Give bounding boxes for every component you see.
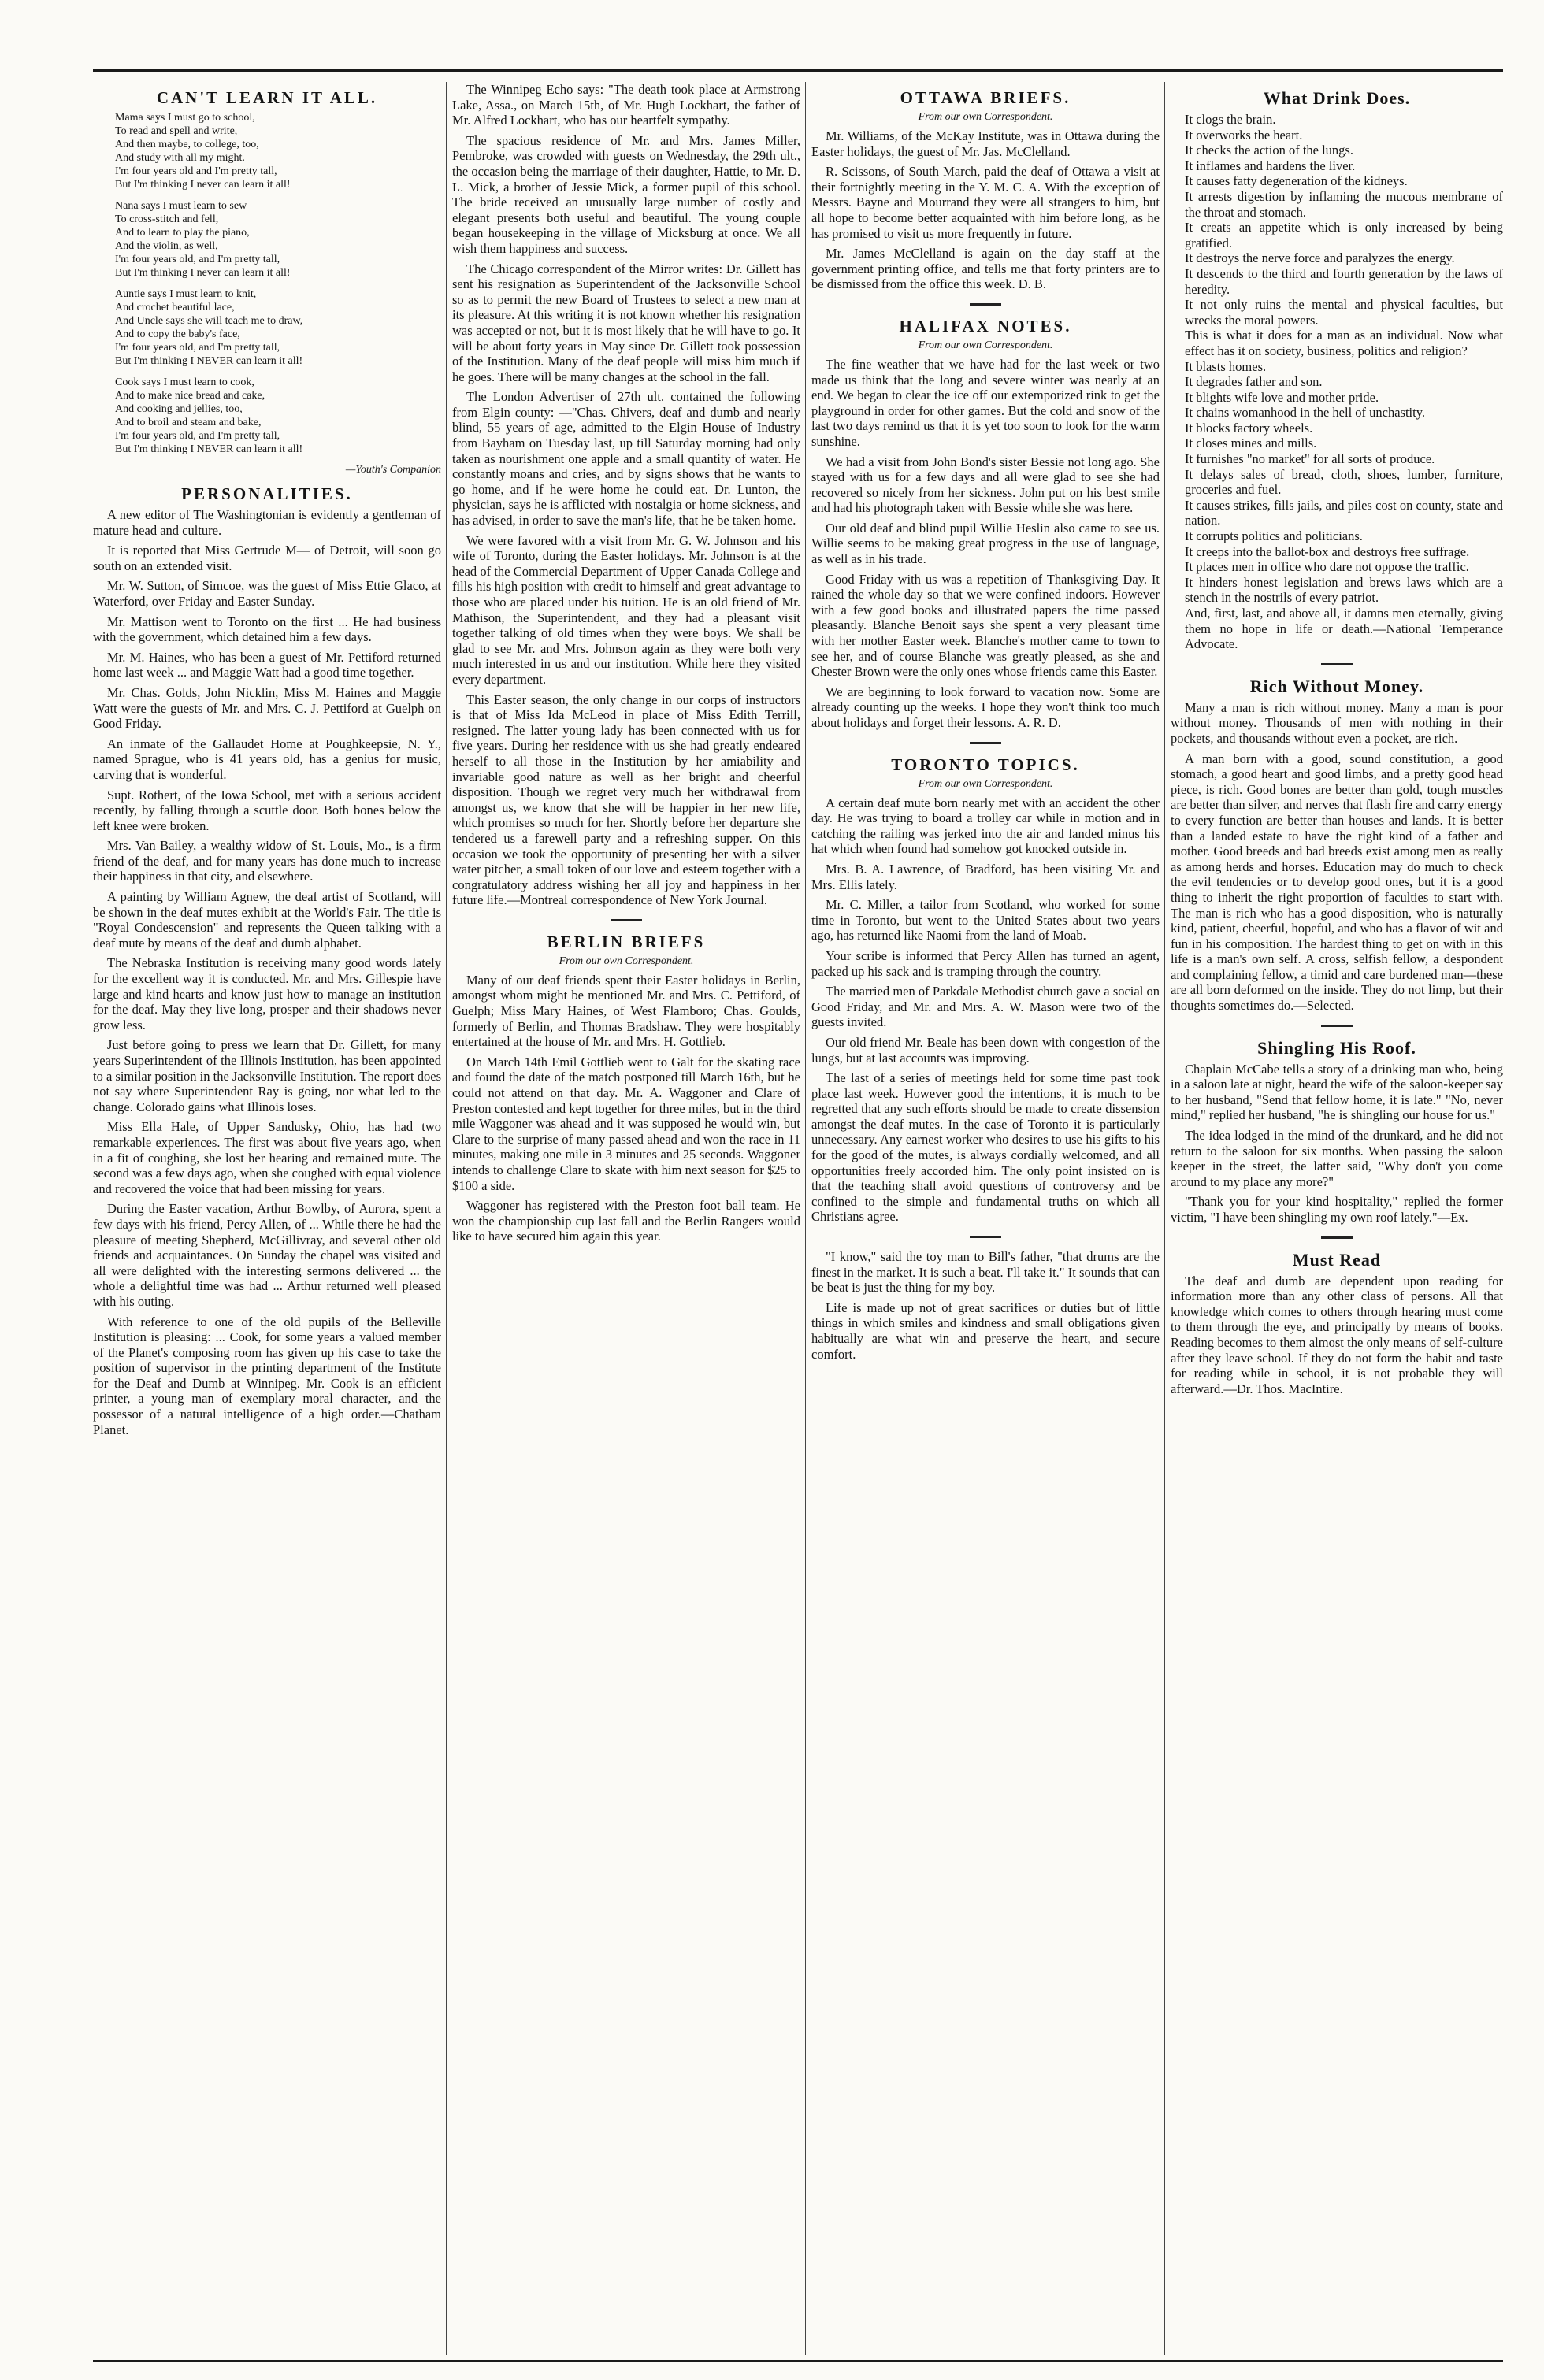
poem-line: And to make nice bread and cake,: [115, 390, 265, 402]
list-item: It degrades father and son.: [1185, 374, 1323, 390]
article-paragraph: Just before going to press we learn that Dr. Gillett, for many years Superintendent of the Illinois Institution, has been appointed to a similar position in the Jacksonville Institution. The report does not say where Superintendent Ray is going, nor what led to the change. Colorado gains what Illinois loses.: [93, 1037, 441, 1114]
poem-line: And cooking and jellies, too,: [115, 403, 243, 415]
section-heading-halifax: HALIFAX NOTES.: [899, 316, 1072, 335]
poem: [93, 111, 441, 456]
article-paragraph: An inmate of the Gallaudet Home at Poughkeepsie, N. Y., named Sprague, who is 41 years old, has a genius for music, carving that is wonderful.: [93, 736, 441, 782]
list-item: This is what it does for a man as an individual. Now what effect has it on society, business, politics and religion?: [1185, 328, 1503, 358]
article-paragraph: Our old deaf and blind pupil Willie Heslin also came to see us. Willie seems to be making great progress in the use of language, as well as in his trade.: [811, 520, 1160, 567]
column-rule: [1164, 82, 1165, 2355]
list-item: It causes strikes, fills jails, and piles cost on county, state and nation.: [1185, 497, 1503, 528]
ottawa-body: [811, 128, 1160, 292]
drink-list: [1171, 112, 1503, 652]
byline: From our own Correspondent.: [918, 339, 1053, 351]
article-paragraph: Supt. Rothert, of the Iowa School, met with a serious accident recently, by falling through a scuttle door. Both bones below the left knee were broken.: [93, 787, 441, 833]
article-paragraph: During the Easter vacation, Arthur Bowlby, of Aurora, spent a few days with his friend, Percy Allen, of ... While there he had the pleasure of meeting Shepherd, McGillivray, and several other old friends and acquaintances. On Sunday the chapel was visited and all were delighted with the interesting sermons delivered ... the whole a delightful time was had ... Arthur returned well pleased with his outing.: [93, 1201, 441, 1309]
poem-line: But I'm thinking I NEVER can learn it all!: [115, 443, 303, 455]
toronto-body: [811, 795, 1160, 1225]
list-item: It hinders honest legislation and brews laws which are a stench in the nostrils of every patriot.: [1185, 574, 1503, 606]
list-item: It destroys the nerve force and paralyzes the energy.: [1185, 250, 1455, 266]
column-2: [452, 82, 800, 2355]
column-2-body: [452, 82, 800, 908]
separator: [611, 919, 642, 921]
article-paragraph: This Easter season, the only change in our corps of instructors is that of Miss Ida McLeod in place of Miss Edith Terrill, resigned. The latter young lady has been connected with us for five years. During her residence with us she had greatly endeared herself to all those in the Institution by her amiability and invariable good nature as well as her bright and cheerful disposition. Though we regret very much her withdrawal from amongst us, we know that she will be happier in her new life, which promises so much for her. Shortly before her departure she tendered us a farewell party and a refreshing supper. On this occasion we took the opportunity of presenting her with a silver water pitcher, a small token of our love and esteem together with a congratulatory address wishing her all joy and happiness in her future life.—Montreal correspondence of New York Journal.: [452, 691, 800, 908]
section-heading-berlin: BERLIN BRIEFS: [547, 932, 706, 951]
article-paragraph: Mrs. B. A. Lawrence, of Bradford, has been visiting Mr. and Mrs. Ellis lately.: [811, 861, 1160, 892]
section-heading-must-read: Must Read: [1292, 1249, 1382, 1270]
article-paragraph: A painting by William Agnew, the deaf artist of Scotland, will be shown in the deaf mutes exhibit at the World's Fair. The title is "Royal Condescension" and represents the Queen talking with a deaf mute by means of the deaf and dumb alphabet.: [93, 889, 441, 951]
list-item: It creats an appetite which is only increased by being gratified.: [1185, 220, 1503, 250]
list-item: It causes fatty degeneration of the kidneys.: [1185, 173, 1408, 189]
section-heading-roof: Shingling His Roof.: [1257, 1037, 1416, 1058]
byline: From our own Correspondent.: [918, 777, 1053, 790]
article-paragraph: The Nebraska Institution is receiving many good words lately for the excellent way it is conducted. Mr. and Mrs. Gillespie have large and kind hearts and know just how to manage an institution for the deaf. May they live long, prosper and their shadows never grow less.: [93, 955, 441, 1032]
poem-source: —Youth's Companion: [345, 464, 441, 476]
poem-line: And then maybe, to college, too,: [115, 139, 259, 150]
article-paragraph: Mr. Mattison went to Toronto on the first ... He had business with the government, which detained him a few days.: [93, 614, 441, 645]
list-item: It not only ruins the mental and physical faculties, but wrecks the moral powers.: [1185, 297, 1503, 328]
poem-line: And study with all my might.: [115, 152, 245, 164]
poem-line: And to learn to play the piano,: [115, 227, 250, 239]
list-item: It blasts homes.: [1185, 358, 1267, 374]
separator: [970, 742, 1001, 744]
section-heading-rich: Rich Without Money.: [1249, 676, 1424, 696]
article-paragraph: Mrs. Van Bailey, a wealthy widow of St. Louis, Mo., is a firm friend of the deaf, and for many years has done much to increase their happiness in that city, and elsewhere.: [93, 838, 441, 884]
article-paragraph: The Chicago correspondent of the Mirror writes: Dr. Gillett has sent his resignation as Superintendent of the Jacksonville School so as to permit the new Board of Trustees to select a new man at its pleasure. At this writing it is not known whether his resignation was accepted or not, but it is most likely that he will have to go. It will be about forty years in May since Dr. Gillett took possession of the Institution. Many of the deaf people will miss him much if he goes. There will be many changes at the school in the fall.: [452, 261, 800, 384]
list-item: It arrests digestion by inflaming the mucous membrane of the throat and stomach.: [1185, 188, 1503, 220]
article-paragraph: "I know," said the toy man to Bill's father, "that drums are the finest in the market. It is such a beat. I'll take it." It sounds that can be beat is just the thing for my boy.: [811, 1249, 1160, 1296]
article-paragraph: The last of a series of meetings held for some time past took place last week. However good the intentions, it is much to be regretted that any such efforts should be made to create dissension amongst the deaf mutes. In the case of Toronto it is particularly unnecessary. Any earnest worker who desires to use his gifts to his for the good of the mutes, is always cordially welcomed, and all opportunities freely accorded him. The only point insisted on is that the teaching shall avoid questions of controversy and be confined to the simple and fundamental truths on which all Christians agree.: [811, 1070, 1160, 1225]
article-paragraph: Many a man is rich without money. Many a man is poor without money. Thousands of men with nothing in their pockets, and thousands without even a pocket, are rich.: [1171, 699, 1503, 746]
article-paragraph: Mr. W. Sutton, of Simcoe, was the guest of Miss Ettie Glaco, at Waterford, over Friday and Easter Sunday.: [93, 578, 441, 609]
poem-line: And the violin, as well,: [115, 240, 218, 252]
column-3-tail: [811, 1249, 1160, 1362]
list-item: It descends to the third and fourth generation by the laws of heredity.: [1185, 265, 1503, 297]
article-paragraph: Good Friday with us was a repetition of Thanksgiving Day. It rained the whole day so that we were confined indoors. However with a few good books and illustrated papers the time passed pleasantly. Blanche Benoit says she spent a very pleasant time with her mother Easter week. Blanche's mother came to town to see her, and of course Blanche was greatly pleased, as she and Chester Brown were the only ones whose friends came this Easter.: [811, 571, 1160, 680]
article-paragraph: The idea lodged in the mind of the drunkard, and he did not return to the saloon for six months. When passing the saloon keeper in the street, the latter said, "Why don't you come around to my place any more?": [1171, 1128, 1503, 1189]
column-4: [1171, 82, 1503, 2355]
list-item: And, first, last, and above all, it damns men eternally, giving them no hope in life or death.—National Temperance Advocate.: [1185, 606, 1503, 652]
poem-line: And to broil and steam and bake,: [115, 417, 262, 428]
poem-line: And Uncle says she will teach me to draw,: [115, 315, 303, 327]
article-paragraph: A man born with a good, sound constitution, a good stomach, a good heart and good limbs, and a pretty good head piece, is rich. Good bones are better than gold, tough muscles are better than silver, and nerves that flash fire and carry energy to every function are better than houses and lands. It is better than a landed estate to have the right kind of a father and mother. Good breeds and bad breeds exist among men as really as among herds and horses. Education may do much to check the evil tendencies or to develop good ones, but it is a good thing to inherit the right proportion of faculties to start with. The man is rich who has a good disposition, who is naturally kind, patient, cheerful, hopeful, and who has a flavor of wit and fun in his composition. The hardest thing to get on with in this life is a man's own self. A cross, selfish fellow, a despondent and complaining fellow, a timid and care burdened man—these are all born deformed on the inside. They do not limp, but their thoughts sometimes do.—Selected.: [1171, 751, 1503, 1014]
article-paragraph: The spacious residence of Mr. and Mrs. James Miller, Pembroke, was crowded with guests on Wednesday, the 29th ult., the occasion being the marriage of their daughter, Hattie, to Mr. D. L. Mick, a brother of Jessie Mick, a former pupil of this school. The bride received an unusually large number of costly and elegant presents both useful and beautiful. The young couple began housekeeping in the village of Micksburg at once. We all wish them happiness and success.: [452, 132, 800, 256]
separator: [970, 1236, 1001, 1238]
poem-line: I'm four years old and I'm pretty tall,: [115, 165, 277, 177]
poem-line: I'm four years old, and I'm pretty tall,: [115, 342, 280, 354]
rich-body: [1171, 700, 1503, 1014]
column-rule: [446, 82, 447, 2355]
article-paragraph: Mr. Chas. Golds, John Nicklin, Miss M. Haines and Maggie Watt were the guests of Mr. and Mrs. C. J. Pettiford at Guelph on Good Friday.: [93, 684, 441, 732]
article-paragraph: The deaf and dumb are dependent upon reading for information more than any other class of persons. All that knowledge which comes to others through hearing must come to them through the eye, and principally by means of books. Reading becomes to them almost the only means of self-culture after they leave school. If they do not form the habit and taste for reading while in school, it is not probable they will afterward.—Dr. Thos. MacIntire.: [1171, 1273, 1503, 1396]
article-paragraph: "Thank you for your kind hospitality," replied the former victim, "I have been shingling my own roof lately."—Ex.: [1171, 1194, 1503, 1225]
must-read-body: [1171, 1273, 1503, 1397]
top-rule: [93, 69, 1503, 72]
list-item: It corrupts politics and politicians.: [1185, 528, 1363, 544]
article-paragraph: R. Scissons, of South March, paid the deaf of Ottawa a visit at their fortnightly meeting in the Y. M. C. A. With the exception of Messrs. Bayne and Mourrand they were all strangers to him, but all hope to become better acquainted with him before long, as he has promised to visit us more frequently in future.: [811, 164, 1160, 241]
list-item: It places men in office who dare not oppose the traffic.: [1185, 559, 1469, 575]
poem-line: To read and spell and write,: [115, 125, 238, 137]
poem-line: And to copy the baby's face,: [115, 328, 240, 340]
byline: From our own Correspondent.: [918, 111, 1053, 123]
poem-line: Auntie says I must learn to knit,: [115, 288, 257, 300]
poem-line: But I'm thinking I never can learn it all!: [115, 267, 291, 279]
poem-line: Cook says I must learn to cook,: [115, 376, 254, 388]
list-item: It blights wife love and mother pride.: [1185, 389, 1379, 405]
list-item: It clogs the brain.: [1185, 112, 1276, 127]
article-paragraph: We had a visit from John Bond's sister Bessie not long ago. She stayed with us for a few days and all were glad to see she had recovered so nicely from her sickness. John put on his best smile and had his photograph taken with Bessie while she was here.: [811, 454, 1160, 516]
column-rule: [805, 82, 806, 2355]
list-item: It furnishes "no market" for all sorts of produce.: [1185, 451, 1435, 467]
list-item: It chains womanhood in the hell of unchastity.: [1185, 405, 1426, 421]
article-paragraph: We are beginning to look forward to vacation now. Some are already counting up the weeks. I hope they won't think too much about holidays and forget their lessons. A. R. D.: [811, 684, 1160, 730]
poem-line: Mama says I must go to school,: [115, 112, 255, 124]
article-paragraph: With reference to one of the old pupils of the Belleville Institution is pleasing: ... Cook, for some years a valued member of the Planet's composing room has given up his case to take the position of supervisor in the printing department of the Institute for the Deaf and Dumb at Winnipeg. Mr. Cook is an efficient printer, a young man of exemplary moral character, and the possessor of a natural intelligence of a high order.—Chatham Planet.: [93, 1314, 441, 1437]
poem-line: I'm four years old, and I'm pretty tall,: [115, 254, 280, 265]
poem-line: Nana says I must learn to sew: [115, 200, 247, 212]
article-paragraph: The married men of Parkdale Methodist church gave a social on Good Friday, and Mr. and Mrs. A. W. Mason were two of the guests invited.: [811, 984, 1160, 1030]
article-paragraph: The Winnipeg Echo says: "The death took place at Armstrong Lake, Assa., on March 15th, of Mr. Hugh Lockhart, the father of Mr. Alfred Lockhart, who has our heartfelt sympathy.: [452, 82, 800, 128]
list-item: It overworks the heart.: [1185, 127, 1303, 143]
article-paragraph: Mr. Williams, of the McKay Institute, was in Ottawa during the Easter holidays, the guest of Mr. Jas. McClelland.: [811, 128, 1160, 159]
separator: [970, 303, 1001, 306]
byline: From our own Correspondent.: [559, 955, 694, 967]
section-heading-ottawa: OTTAWA BRIEFS.: [900, 88, 1071, 107]
poem-line: But I'm thinking I never can learn it all!: [115, 179, 291, 191]
article-paragraph: Many of our deaf friends spent their Easter holidays in Berlin, amongst whom might be mentioned Mr. and Mrs. C. Pettiford, of Guelph; Miss Mary Haines, of West Flamboro; Chas. Goulds, formerly of Berlin, and Thomas Bradshaw. They were hospitably entertained at the house of Mr. and Mrs. H. Gottlieb.: [452, 972, 800, 1050]
poem-line: But I'm thinking I NEVER can learn it all!: [115, 355, 303, 367]
article-paragraph: Mr. M. Haines, who has been a guest of Mr. Pettiford returned home last week ... and Maggie Watt had a good time together.: [93, 649, 441, 680]
section-heading-toronto: TORONTO TOPICS.: [891, 754, 1080, 774]
article-paragraph: A certain deaf mute born nearly met with an accident the other day. He was trying to board a trolley car while in motion and in catching the railing was jerked into the air and landed minus his hat which when found had somehow got knocked outside in.: [811, 795, 1160, 857]
article-paragraph: Life is made up not of great sacrifices or duties but of little things in which smiles and kindness and small obligations given habitually are what win and preserve the heart, and secure comfort.: [811, 1299, 1160, 1362]
separator: [1321, 663, 1353, 665]
article-paragraph: It is reported that Miss Gertrude M— of Detroit, will soon go south on an extended visit.: [93, 543, 441, 573]
column-1: [93, 82, 441, 2355]
article-paragraph: Our old friend Mr. Beale has been down with congestion of the lungs, but at last accounts was improving.: [811, 1034, 1160, 1066]
section-heading-personalities: PERSONALITIES.: [181, 484, 353, 503]
article-paragraph: A new editor of The Washingtonian is evidently a gentleman of mature head and culture.: [93, 507, 441, 538]
article-paragraph: We were favored with a visit from Mr. G. W. Johnson and his wife of Toronto, during the Easter holidays. Mr. Johnson is at the head of the Commercial Department of Upper Canada College and fills his high position with credit to himself and great advantage to those who are placed under his tuition. He is an old friend of Mr. Mathison, the Superintendent, and they had a pleasant visit together talking of old times when they were boys. We shall be glad to see Mr. and Mrs. Johnson again as they were both very much interested in us and our institution. While here they visited every department.: [452, 532, 800, 687]
article-paragraph: Mr. James McClelland is again on the day staff at the government printing office, and tells me that forty printers are to be dismissed from the office this week. D. B.: [811, 246, 1160, 292]
column-3: [811, 82, 1160, 2355]
article-paragraph: Chaplain McCabe tells a story of a drinking man who, being in a saloon late at night, heard the wife of the saloon-keeper say to her husband, "Send that fellow home, it is late." "No, never mind," replied her husband, "he is shingling our house for us.": [1171, 1061, 1503, 1123]
roof-body: [1171, 1062, 1503, 1225]
list-item: It inflames and hardens the liver.: [1185, 158, 1356, 173]
poem-line: And crochet beautiful lace,: [115, 302, 235, 313]
section-heading-drink: What Drink Does.: [1263, 88, 1411, 108]
separator: [1321, 1236, 1353, 1239]
article-paragraph: The fine weather that we have had for the last week or two made us think that the long and severe winter was nearly at an end. We began to clear the ice off our extemporized rink to get the playground in order for other games. But the cold and snow of the last two days remind us that it is yet too soon to look for the warm sunshine.: [811, 356, 1160, 449]
poem-line: To cross-stitch and fell,: [115, 213, 219, 225]
article-paragraph: On March 14th Emil Gottlieb went to Galt for the skating race and found the date of the match postponed till March 16th, but he could not attend on that day. Mr. A. Waggoner and Clare of Preston contested and kept together for three miles, but in the third mile Waggoner was ahead and it was supposed he would win, but Clare to the surprise of many passed ahead and won the race in 11 minutes, making one mile in 3 minutes and 25 seconds. Waggoner intends to challenge Clare to skate with him next season for $25 to $100 a side.: [452, 1054, 800, 1193]
bottom-rule: [93, 2360, 1503, 2362]
article-paragraph: Mr. C. Miller, a tailor from Scotland, who worked for some time in Toronto, but went to the United States about two years ago, has returned like Naomi from the land of Moab.: [811, 897, 1160, 943]
article-paragraph: Waggoner has registered with the Preston foot ball team. He won the championship cup last fall and the Berlin Rangers would like to have secured him again this year.: [452, 1198, 800, 1244]
list-item: It blocks factory wheels.: [1185, 420, 1313, 436]
list-item: It creeps into the ballot-box and destroys free suffrage.: [1185, 543, 1470, 559]
article-paragraph: Your scribe is informed that Percy Allen has turned an agent, packed up his sack and is tramping through the country.: [811, 947, 1160, 979]
personalities-body: [93, 507, 441, 1437]
berlin-body: [452, 973, 800, 1244]
article-paragraph: The London Advertiser of 27th ult. contained the following from Elgin county: —"Chas. Chivers, deaf and dumb and nearly blind, 55 years of age, admitted to the Elgin House of Industry from Bayham on Tuesday last, up till Saturday morning had only taken as nourishment one apple and a small quantity of water. He constantly moans and cries, and by signs shows that he wants to go home, and if he were home he could eat. Dr. Lunton, the physician, says he is afflicted with nostalgia or home sickness, and has advised, in order to save the man's life, that he be taken home.: [452, 389, 800, 528]
list-item: It delays sales of bread, cloth, shoes, lumber, furniture, groceries and fuel.: [1185, 466, 1503, 498]
list-item: It checks the action of the lungs.: [1185, 143, 1353, 158]
separator: [1321, 1025, 1353, 1027]
poem-title: CAN'T LEARN IT ALL.: [156, 88, 378, 107]
halifax-body: [811, 357, 1160, 731]
list-item: It closes mines and mills.: [1185, 436, 1317, 451]
article-paragraph: Miss Ella Hale, of Upper Sandusky, Ohio, has had two remarkable experiences. The first was about five years ago, when in a fit of coughing, she lost her hearing and remained mute. The second was a few days ago, when she coughed with equal violence and recovered the voice that had been missing for years.: [93, 1119, 441, 1196]
poem-line: I'm four years old, and I'm pretty tall,: [115, 430, 280, 442]
